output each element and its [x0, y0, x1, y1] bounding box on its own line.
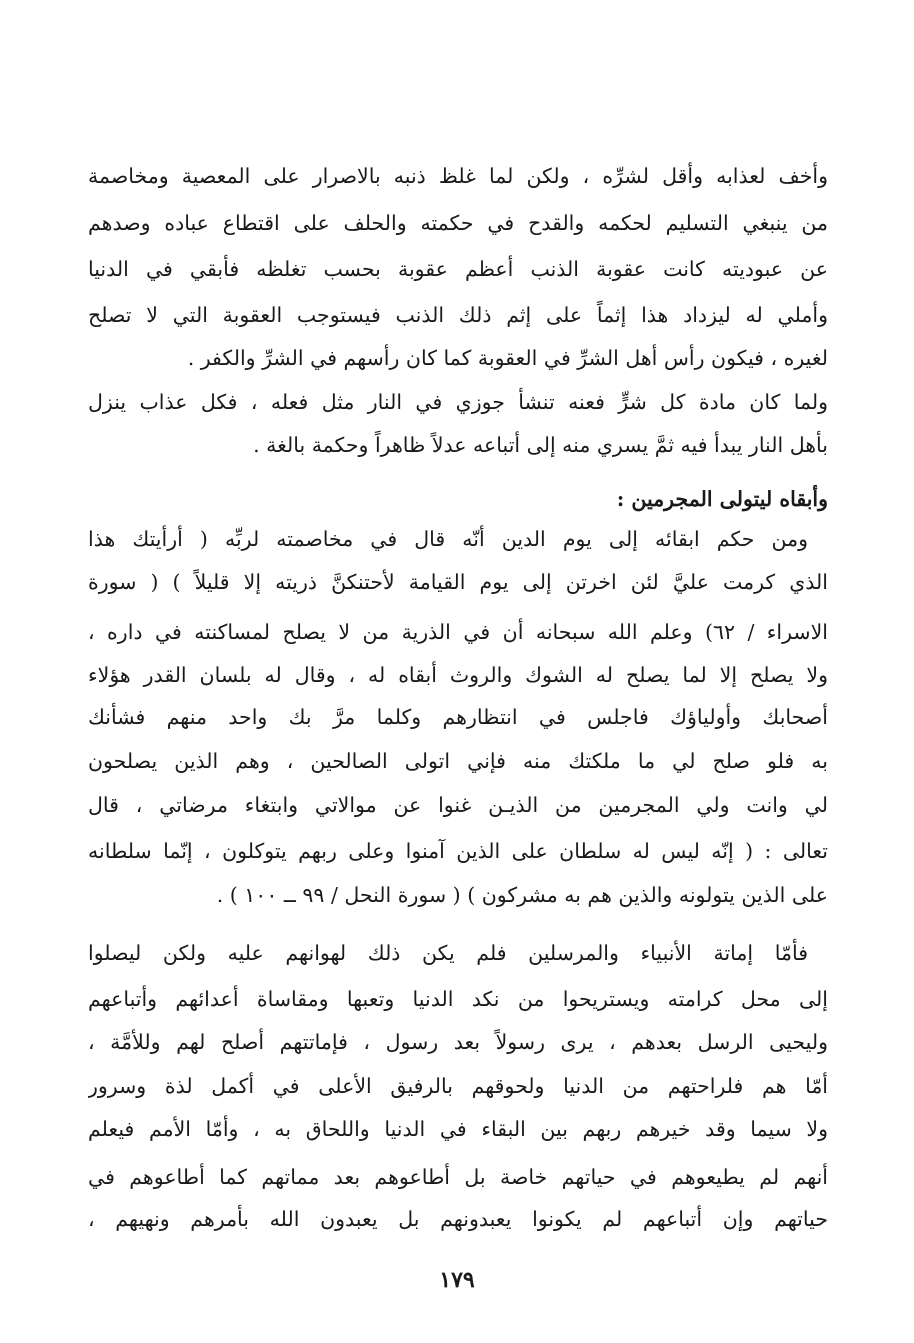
- section-heading: وأبقاه ليتولى المجرمين :: [616, 487, 828, 511]
- text-line: لغيره ، فيكون رأس أهل الشرِّ في العقوبة كما كان رأسهم في الشرِّ والكفر .: [187, 346, 828, 370]
- text-line: به فلو صلح لي ما ملكتك منه فإني اتولى الصالحين ، وهم الذين يصلحون: [88, 749, 828, 773]
- text-line: وليحيى الرسل بعدهم ، يرى رسولاً بعد رسول ، فإماتتهم أصلح لهم وللأمَّة ،: [88, 1030, 828, 1054]
- text-line: ولا سيما وقد خيرهم ربهم بين البقاء في الدنيا واللحاق به ، وأمّا الأمم فيعلم: [88, 1117, 828, 1141]
- text-line: الذي كرمت عليَّ لئن اخرتن إلى يوم القيامة لأحتنكنَّ ذريته إلا قليلاً ) ( سورة: [88, 570, 828, 594]
- text-line: إلى محل كرامته ويستريحوا من نكد الدنيا وتعبها ومقاساة أعدائهم وأتباعهم: [88, 987, 828, 1011]
- text-line: تعالى : ( إنّه ليس له سلطان على الذين آمنوا وعلى ربهم يتوكلون ، إنّما سلطانه: [88, 839, 828, 863]
- text-line: أنهم لم يطيعوهم في حياتهم خاصة بل أطاعوهم بعد مماتهم كما أطاعوهم في: [88, 1165, 828, 1189]
- text-line: الاسراء / ٦٢) وعلم الله سبحانه أن في الذرية من لا يصلح لمساكنته في داره ،: [88, 620, 828, 644]
- text-line: أصحابك وأولياؤك فاجلس في انتظارهم وكلما مرَّ بك واحد منهم فشأنك: [88, 705, 828, 729]
- text-line: أمّا هم فلراحتهم من الدنيا ولحوقهم بالرفيق الأعلى في أكمل لذة وسرور: [88, 1074, 828, 1098]
- text-line: ولما كان مادة كل شرٍّ فعنه تنشأ جوزي في النار مثل فعله ، فكل عذاب ينزل: [88, 390, 828, 414]
- text-line: وأخف لعذابه وأقل لشرِّه ، ولكن لما غلظ ذنبه بالاصرار على المعصية ومخاصمة: [88, 164, 828, 188]
- text-line: من ينبغي التسليم لحكمه والقدح في حكمته والحلف على اقتطاع عباده وصدهم: [88, 211, 828, 235]
- text-line: وأملي له ليزداد هذا إثماً على إثم ذلك الذنب فيستوجب العقوبة التي لا تصلح: [88, 303, 828, 327]
- text-line: ومن حكم ابقائه إلى يوم الدين أنّه قال في مخاصمته لربِّه ( أرأيتك هذا: [88, 527, 808, 551]
- text-line: فأمّا إماتة الأنبياء والمرسلين فلم يكن ذلك لهوانهم عليه ولكن ليصلوا: [88, 941, 808, 965]
- text-line: بأهل النار يبدأ فيه ثمَّ يسري منه إلى أتباعه عدلاً ظاهراً وحكمة بالغة .: [253, 433, 828, 457]
- text-line: ولا يصلح إلا لما يصلح له الشوك والروث أبقاه له ، وقال له بلسان القدر هؤلاء: [88, 663, 828, 687]
- text-line: على الذين يتولونه والذين هم به مشركون ) ( سورة النحل / ٩٩ ــ ١٠٠ ) .: [216, 883, 828, 907]
- text-line: لي وانت ولي المجرمين من الذيـن غنوا عن موالاتي وابتغاء مرضاتي ، قال: [88, 793, 828, 817]
- text-line: حياتهم وإن أتباعهم لم يكونوا يعبدونهم بل يعبدون الله بأمرهم ونهيهم ،: [88, 1207, 828, 1231]
- text-line: عن عبوديته كانت عقوبة الذنب أعظم عقوبة بحسب تغلظه فأبقي في الدنيا: [88, 257, 828, 281]
- page-number: ١٧٩: [439, 1267, 475, 1293]
